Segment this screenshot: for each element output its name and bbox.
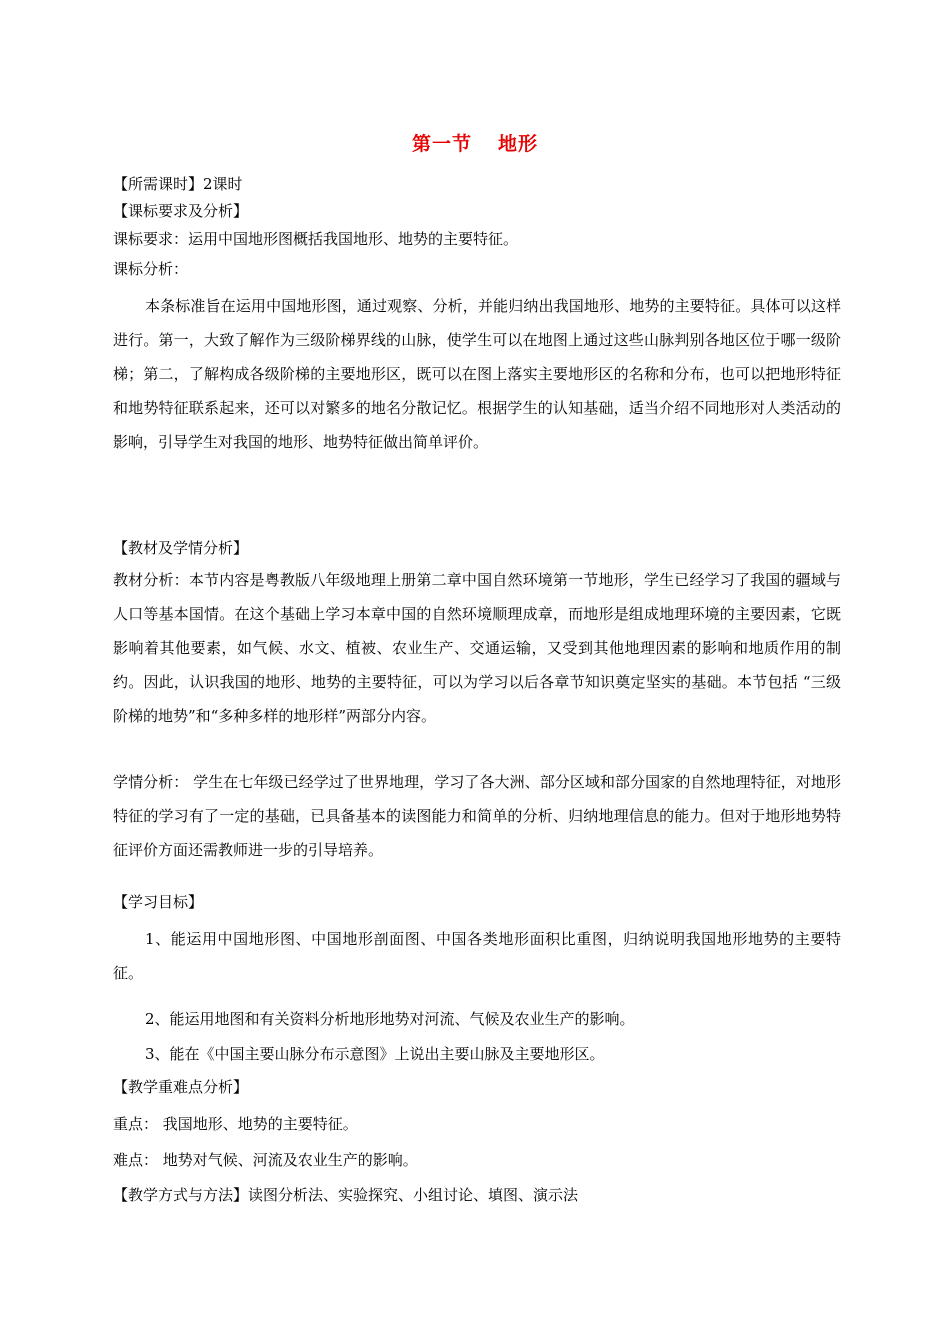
curriculum-analysis-text: 本条标准旨在运用中国地形图，通过观察、分析，并能归纳出我国地形、地势的主要特征。具体可以这样进行。第一，大致了解作为三级阶梯界线的山脉，使学生可以在地图上通过这些山脉判别各地区位于哪一级阶梯；第二，了解构成各级阶梯的主要地形区，既可以在图上落实主要地形区的名称和分布，也可以把地形特征和地势特征联系起来，还可以对繁多的地名分散记忆。根据学生的认知基础，适当介绍不同地形对人类活动的影响，引导学生对我国的地形、地势特征做出简单评价。 (113, 297, 841, 451)
key-points-heading: 【教学重难点分析】 (113, 1078, 249, 1096)
title-section-number: 第一节 (411, 133, 472, 155)
title-topic: 地形 (498, 133, 539, 155)
difficult-point: 难点： 地势对气候、河流及农业生产的影响。 (113, 1151, 418, 1169)
objective-3: 3、能在《中国主要山脉分布示意图》上说出主要山脉及主要地形区。 (145, 1045, 605, 1063)
class-hours: 【所需课时】2课时 (113, 175, 243, 193)
materials-heading: 【教材及学情分析】 (113, 539, 249, 557)
curriculum-analysis-label: 课标分析： (113, 260, 189, 278)
curriculum-requirement: 课标要求：运用中国地形图概括我国地形、地势的主要特征。 (113, 230, 519, 248)
materials-analysis: 教材分析：本节内容是粤教版八年级地理上册第二章中国自然环境第一节地形，学生已经学习了我国的疆域与人口等基本国情。在这个基础上学习本章中国的自然环境顺理成章，而地形是组成地理环境的主要因素，它既影响着其他要素，如气候、水文、植被、农业生产、交通运输，又受到其他地理因素的影响和地质作用的制约。因此，认识我国的地形、地势的主要特征，可以为学习以后各章节知识奠定坚实的基础。本节包括 “三级阶梯的地势”和“多种多样的地形样”两部分内容。 (113, 571, 841, 725)
teaching-methods: 【教学方式与方法】读图分析法、实验探究、小组讨论、填图、演示法 (113, 1186, 579, 1204)
curriculum-heading: 【课标要求及分析】 (113, 202, 249, 220)
objectives-heading: 【学习目标】 (113, 893, 204, 911)
key-point: 重点： 我国地形、地势的主要特征。 (113, 1115, 358, 1133)
student-analysis: 学情分析： 学生在七年级已经学过了世界地理，学习了各大洲、部分区域和部分国家的自然地理特征，对地形特征的学习有了一定的基础，已具备基本的读图能力和简单的分析、归纳地理信息的能力。但对于地形地势特征评价方面还需教师进一步的引导培养。 (113, 773, 841, 859)
objective-1: 1、能运用中国地形图、中国地形剖面图、中国各类地形面积比重图，归纳说明我国地形地势的主要特征。 (113, 930, 841, 982)
page-title (0, 129, 950, 156)
objective-2: 2、能运用地图和有关资料分析地形地势对河流、气候及农业生产的影响。 (145, 1010, 635, 1028)
